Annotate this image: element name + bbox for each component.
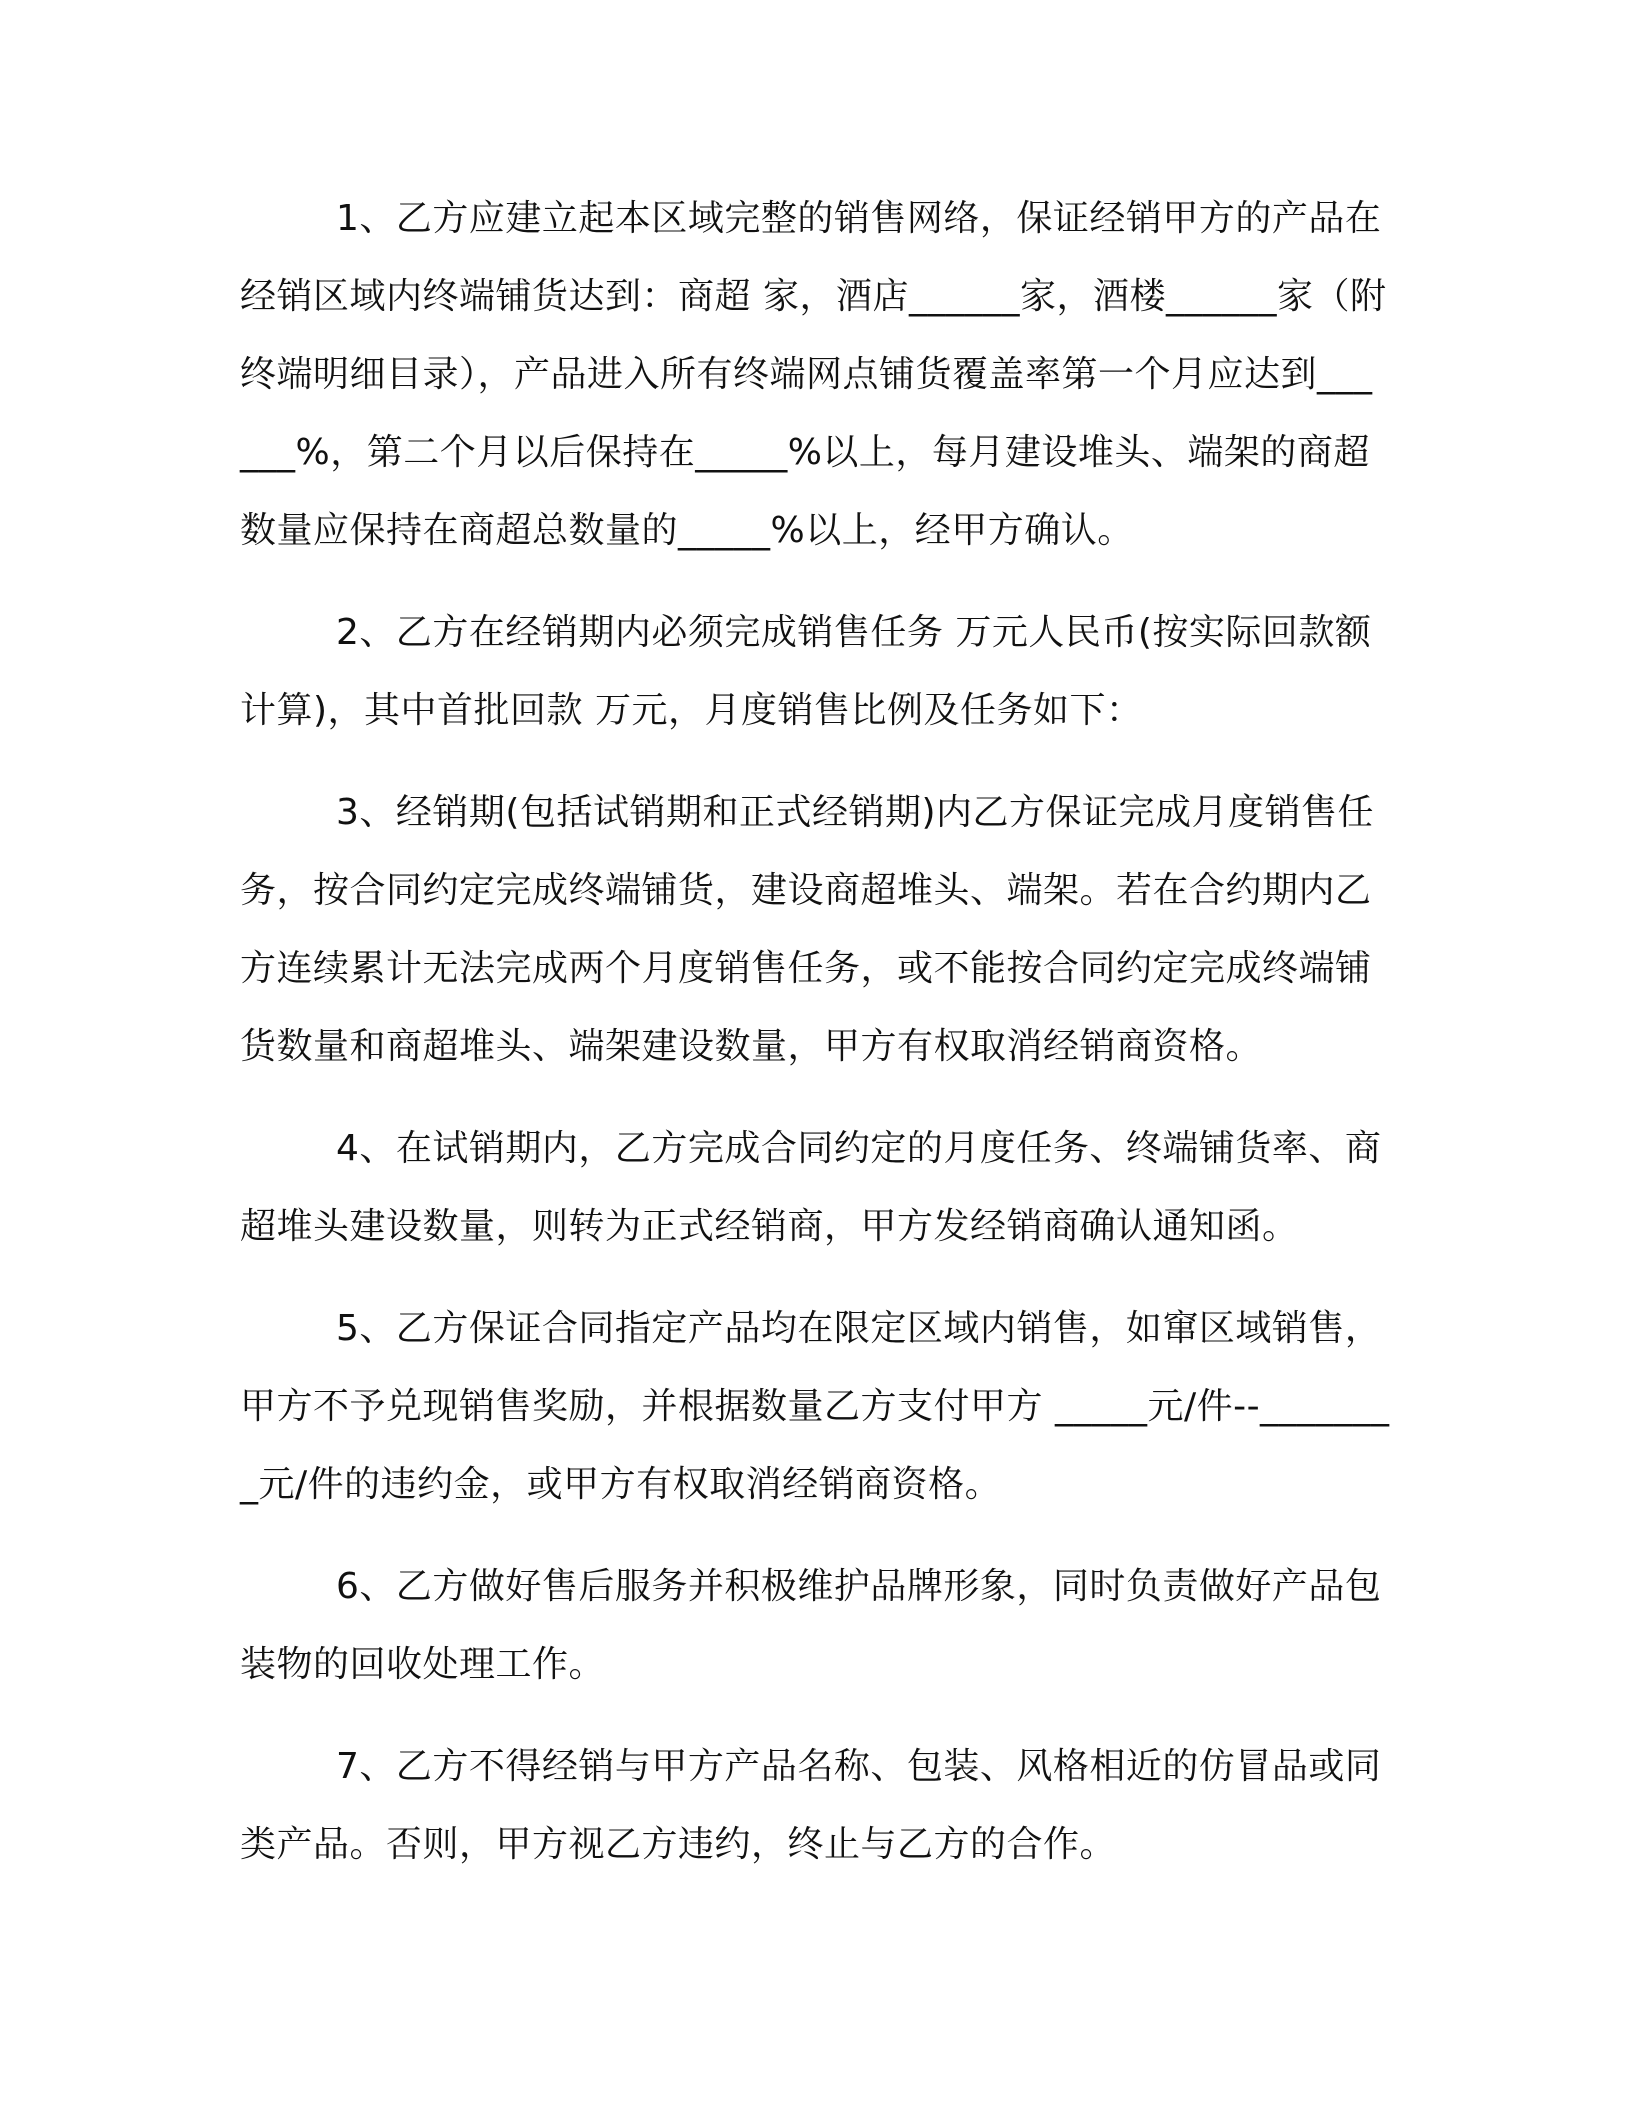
document-body (240, 180, 1390, 1908)
clause-3: 3、经销期(包括试销期和正式经销期)内乙方保证完成月度销售任务，按合同约定完成终端铺货，建设商超堆头、端架。若在合约期内乙方连续累计无法完成两个月度销售任务，或不能按合同约定完成终端铺货数量和商超堆头、端架建设数量，甲方有权取消经销商资格。 (240, 792, 1374, 1067)
clause-6: 6、乙方做好售后服务并积极维护品牌形象，同时负责做好产品包装物的回收处理工作。 (240, 1566, 1382, 1685)
clause-4: 4、在试销期内，乙方完成合同约定的月度任务、终端铺货率、商超堆头建设数量，则转为正式经销商，甲方发经销商确认通知函。 (240, 1128, 1382, 1247)
clause-1: 1、乙方应建立起本区域完整的销售网络，保证经销甲方的产品在经销区域内终端铺货达到：商超 家，酒店______家，酒楼______家（附终端明细目录），产品进入所有终端网点铺货覆盖率第一个月应达到______%，第二个月以后保持在_____%以上，每月建设堆头、端架的商超数量应保持在商超总数量的_____%以上，经甲方确认。 (240, 198, 1387, 551)
clause-7: 7、乙方不得经销与甲方产品名称、包装、风格相近的仿冒品或同类产品。否则，甲方视乙方违约，终止与乙方的合作。 (240, 1746, 1382, 1865)
clause-2: 2、乙方在经销期内必须完成销售任务 万元人民币(按实际回款额计算)，其中首批回款 万元，月度销售比例及任务如下： (240, 612, 1372, 731)
clause-5: 5、乙方保证合同指定产品均在限定区域内销售，如窜区域销售，甲方不予兑现销售奖励，并根据数量乙方支付甲方 _____元/件--________元/件的违约金，或甲方有权取消经销商资格。 (240, 1308, 1390, 1505)
